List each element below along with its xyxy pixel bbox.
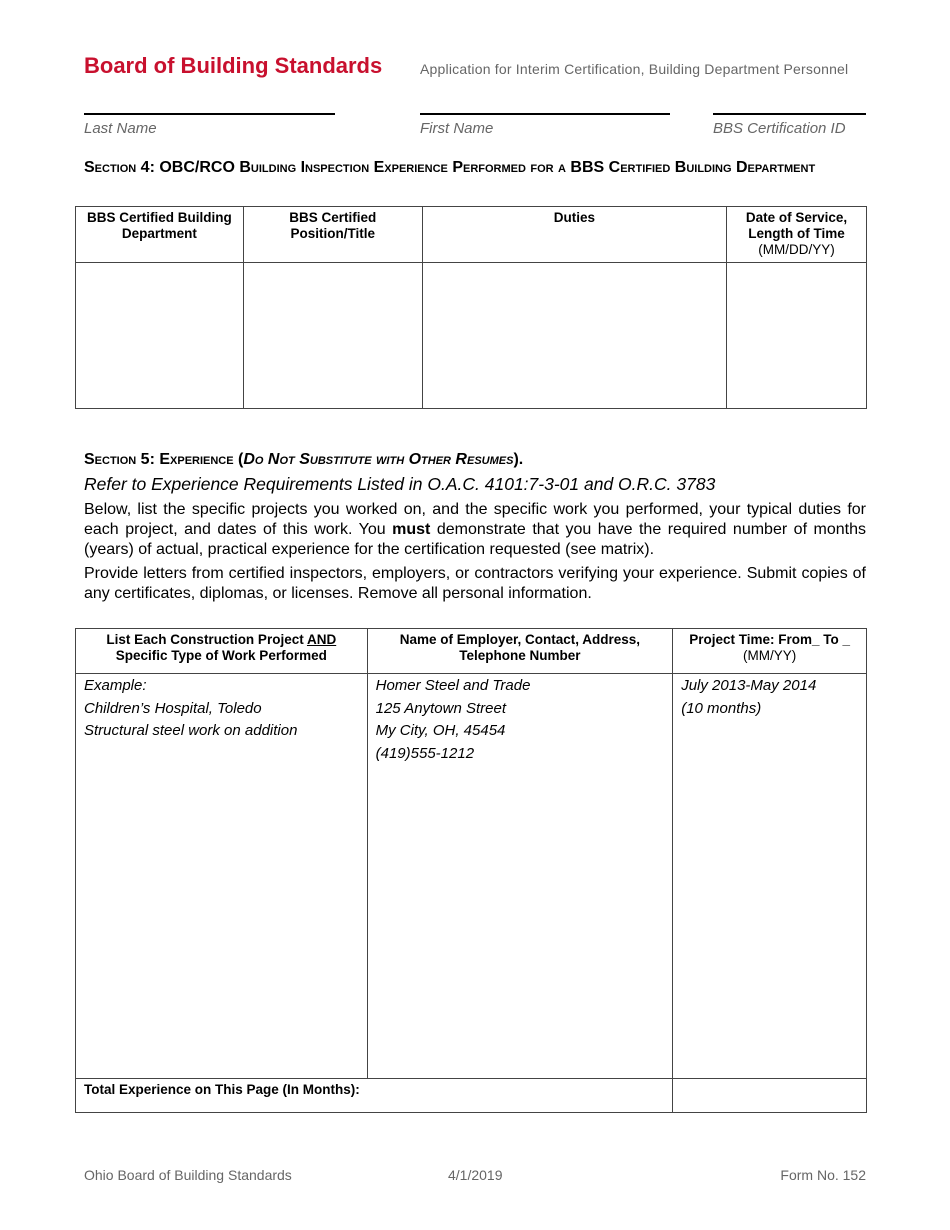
example-work: Structural steel work on addition: [84, 722, 298, 739]
example-employer-city: My City, OH, 45454: [375, 722, 506, 739]
example-project: Children’s Hospital, Toledo: [84, 699, 262, 717]
footer-form-number: Form No. 152: [780, 1167, 866, 1183]
column-header-department: BBS Certified Building Department: [76, 207, 244, 263]
example-label: Example:: [84, 677, 147, 694]
column-header-project: List Each Construction Project AND Specific Type of Work Performed: [76, 629, 368, 674]
form-title: Application for Interim Certification, Building Department Personnel: [420, 61, 849, 77]
column-header-project-time: Project Time: From_ To _ (MM/YY): [673, 629, 867, 674]
column-header-employer: Name of Employer, Contact, Address, Telephone Number: [367, 629, 673, 674]
last-name-label: Last Name: [84, 120, 157, 137]
project-cell[interactable]: [76, 674, 368, 1079]
department-cell[interactable]: [76, 263, 244, 409]
footer-date: 4/1/2019: [448, 1167, 503, 1183]
employer-cell[interactable]: [367, 674, 673, 1079]
first-name-field[interactable]: [420, 113, 670, 115]
total-experience-label: Total Experience on This Page (In Months):: [84, 1082, 360, 1097]
section-4-heading: Section 4: OBC/RCO Building Inspection Experience Performed for a BBS Certified Building Department: [84, 159, 816, 176]
bbs-certification-id-label: BBS Certification ID: [713, 120, 846, 137]
column-header-position: BBS Certified Position/Title: [243, 207, 422, 263]
requirements-reference: Refer to Experience Requirements Listed in O.A.C. 4101:7-3-01 and O.R.C. 3783: [84, 474, 716, 494]
date-of-service-cell[interactable]: [727, 263, 867, 409]
example-employer-street: 125 Anytown Street: [375, 699, 506, 717]
letters-paragraph: Provide letters from certified inspectors, employers, or contractors verifying your experience. Submit copies of any certificates, diplomas, or licenses. Remove all personal information.: [84, 565, 866, 602]
duties-cell[interactable]: [422, 263, 726, 409]
footer-org: Ohio Board of Building Standards: [84, 1167, 292, 1183]
position-cell[interactable]: [243, 263, 422, 409]
section-4-table: [75, 206, 867, 409]
experience-table: [75, 628, 867, 1113]
column-header-date-of-service: Date of Service, Length of Time (MM/DD/YY): [727, 207, 867, 263]
section-5-heading: Section 5: Experience (Do Not Substitute with Other Resumes).: [84, 451, 524, 468]
column-header-duties: Duties: [422, 207, 726, 263]
example-time-range: July 2013-May 2014: [681, 677, 817, 694]
last-name-field[interactable]: [84, 113, 335, 115]
example-duration: (10 months): [681, 699, 762, 717]
board-title: Board of Building Standards: [84, 53, 383, 78]
total-experience-cell[interactable]: [673, 1079, 867, 1113]
bbs-certification-id-field[interactable]: [713, 113, 866, 115]
example-employer-name: Homer Steel and Trade: [375, 677, 531, 694]
first-name-label: First Name: [420, 120, 494, 137]
instructions-paragraph: Below, list the specific projects you worked on, and the specific work you performed, your typical duties for each project, and dates of this work. You must demonstrate that you have the required number of months (years) of actual, practical experience for the certification requested (see matrix).: [84, 501, 866, 558]
example-employer-phone: (419)555-1212: [375, 744, 475, 762]
project-time-cell[interactable]: [673, 674, 867, 1079]
total-experience-row: [76, 1079, 673, 1113]
